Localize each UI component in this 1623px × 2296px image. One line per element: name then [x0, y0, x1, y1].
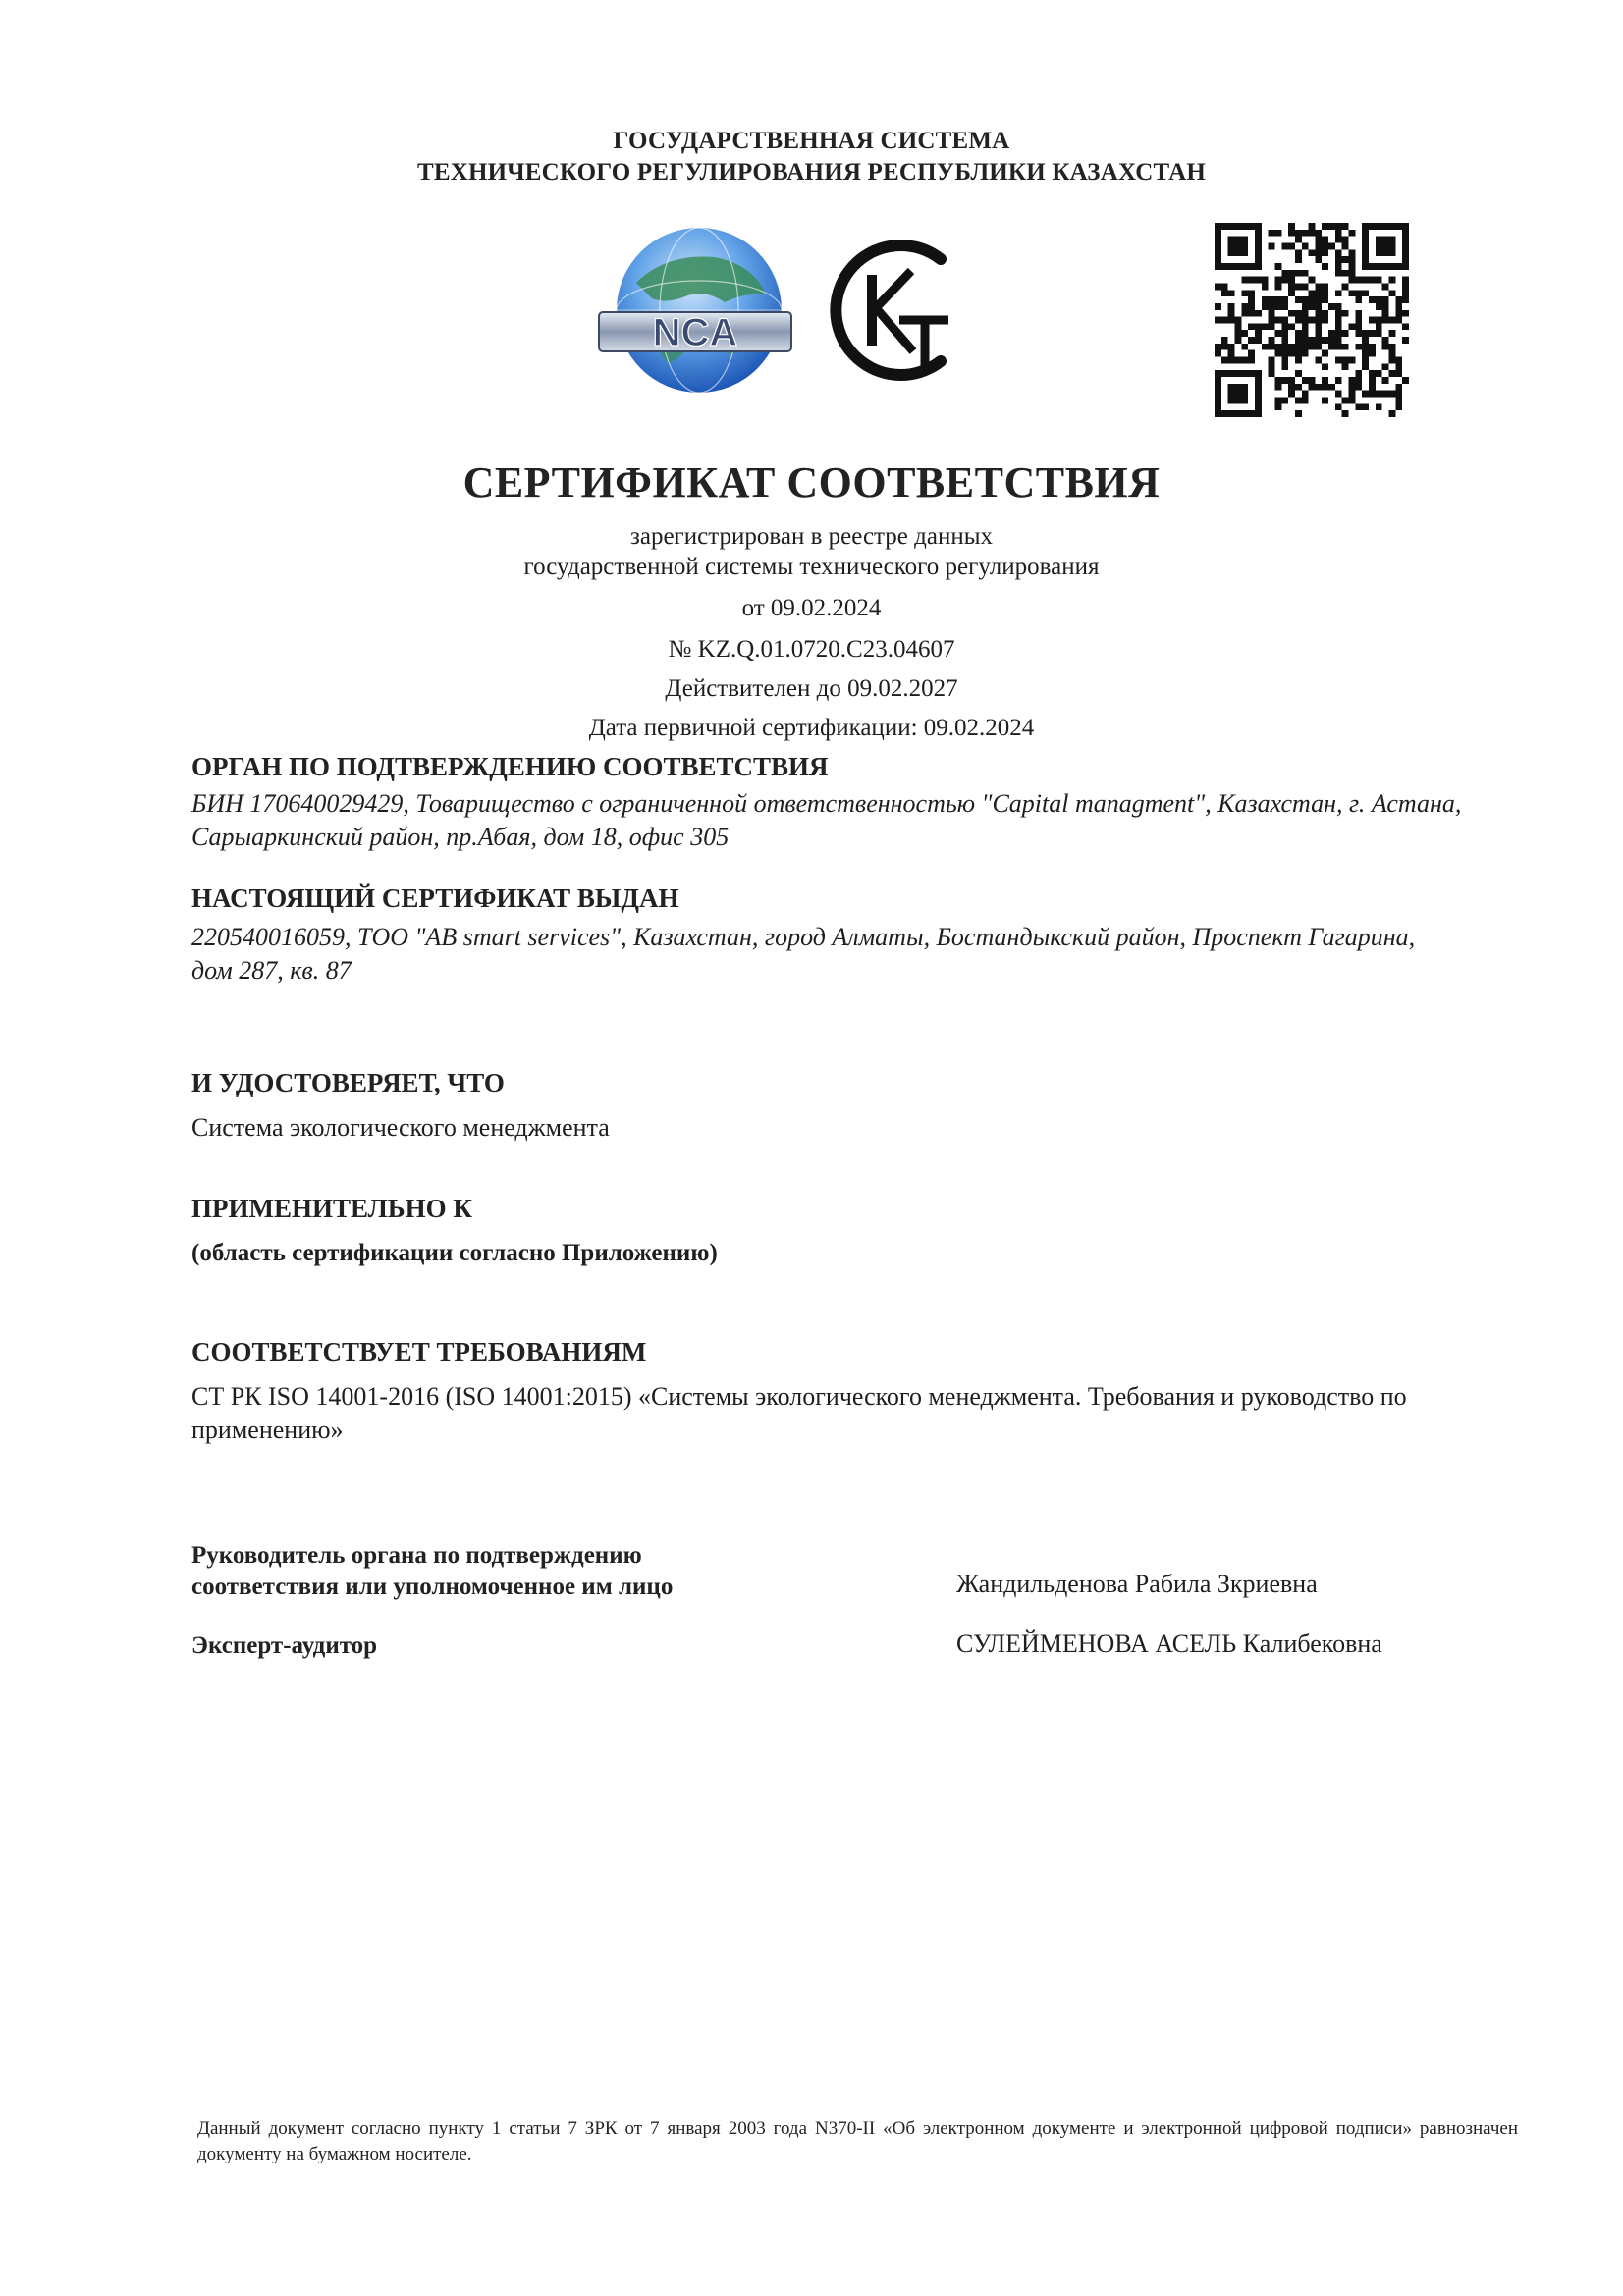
legal-footer-note: Данный документ согласно пункту 1 статьи 7 ЗРК от 7 января 2003 года N370-II «Об электронном документе и электронной цифровой подписи» равнозначен документу на бумажном носителе.	[197, 2118, 1518, 2164]
header-line-1: ГОСУДАРСТВЕННАЯ СИСТЕМА	[613, 128, 1010, 154]
head-signatory-name: Жандильденова Рабила Зкриевна	[956, 1570, 1318, 1598]
issued-to-line-1: 220540016059, ТОО "AB smart services", Казахстан, город Алматы, Бостандыкский район, Проспект Гагарина,	[191, 923, 1416, 951]
registry-line-2: государственной системы технического регулирования	[523, 554, 1100, 580]
auditor-label: Эксперт-аудитор	[191, 1632, 378, 1659]
head-signatory-label-line-2: соответствия или уполномоченное им лицо	[191, 1574, 674, 1600]
initial-certification-date: Дата первичной сертификации: 09.02.2024	[588, 715, 1035, 741]
certifies-heading: И УДОСТОВЕРЯЕТ, ЧТО	[191, 1068, 505, 1097]
authority-line-1: БИН 170640029429, Товарищество с ограниченной ответственностью "Capital managment", Казахстан, г. Астана,	[191, 789, 1462, 818]
requirements-heading: СООТВЕТСТВУЕТ ТРЕБОВАНИЯМ	[191, 1337, 647, 1366]
certified-object: Система экологического менеджмента	[191, 1113, 610, 1142]
kz-conformity-mark-icon	[815, 232, 962, 389]
head-signatory-label-line-1: Руководитель органа по подтверждению	[191, 1542, 642, 1569]
nca-globe-logo	[597, 224, 793, 397]
issued-to-line-2: дом 287, кв. 87	[191, 956, 352, 985]
auditor-name: СУЛЕЙМЕНОВА АСЕЛЬ Калибековна	[956, 1629, 1382, 1658]
registry-line-1: зарегистрирован в реестре данных	[629, 523, 994, 550]
registration-date: от 09.02.2024	[741, 595, 882, 621]
valid-until: Действителен до 09.02.2027	[665, 675, 958, 702]
authority-line-2: Сарыаркинский район, пр.Абая, дом 18, офис 305	[191, 823, 730, 851]
certificate-title: СЕРТИФИКАТ СООТВЕТСТВИЯ	[462, 458, 1161, 507]
header-line-2: ТЕХНИЧЕСКОГО РЕГУЛИРОВАНИЯ РЕСПУБЛИКИ КАЗАХСТАН	[416, 159, 1207, 186]
nca-logo-text: NCA	[652, 311, 738, 354]
requirements-line-1: СТ РК ISO 14001-2016 (ISO 14001:2015) «Системы экологического менеджмента. Требования и руководство по	[191, 1382, 1407, 1411]
applicable-scope: (область сертификации согласно Приложению)	[191, 1240, 718, 1266]
issued-to-heading: НАСТОЯЩИЙ СЕРТИФИКАТ ВЫДАН	[191, 883, 679, 913]
authority-heading: ОРГАН ПО ПОДТВЕРЖДЕНИЮ СООТВЕТСТВИЯ	[191, 752, 829, 781]
requirements-line-2: применению»	[191, 1415, 344, 1444]
certificate-number: № KZ.Q.01.0720.C23.04607	[668, 636, 955, 663]
applicable-heading: ПРИМЕНИТЕЛЬНО К	[191, 1194, 472, 1223]
qr-code	[1213, 223, 1411, 417]
